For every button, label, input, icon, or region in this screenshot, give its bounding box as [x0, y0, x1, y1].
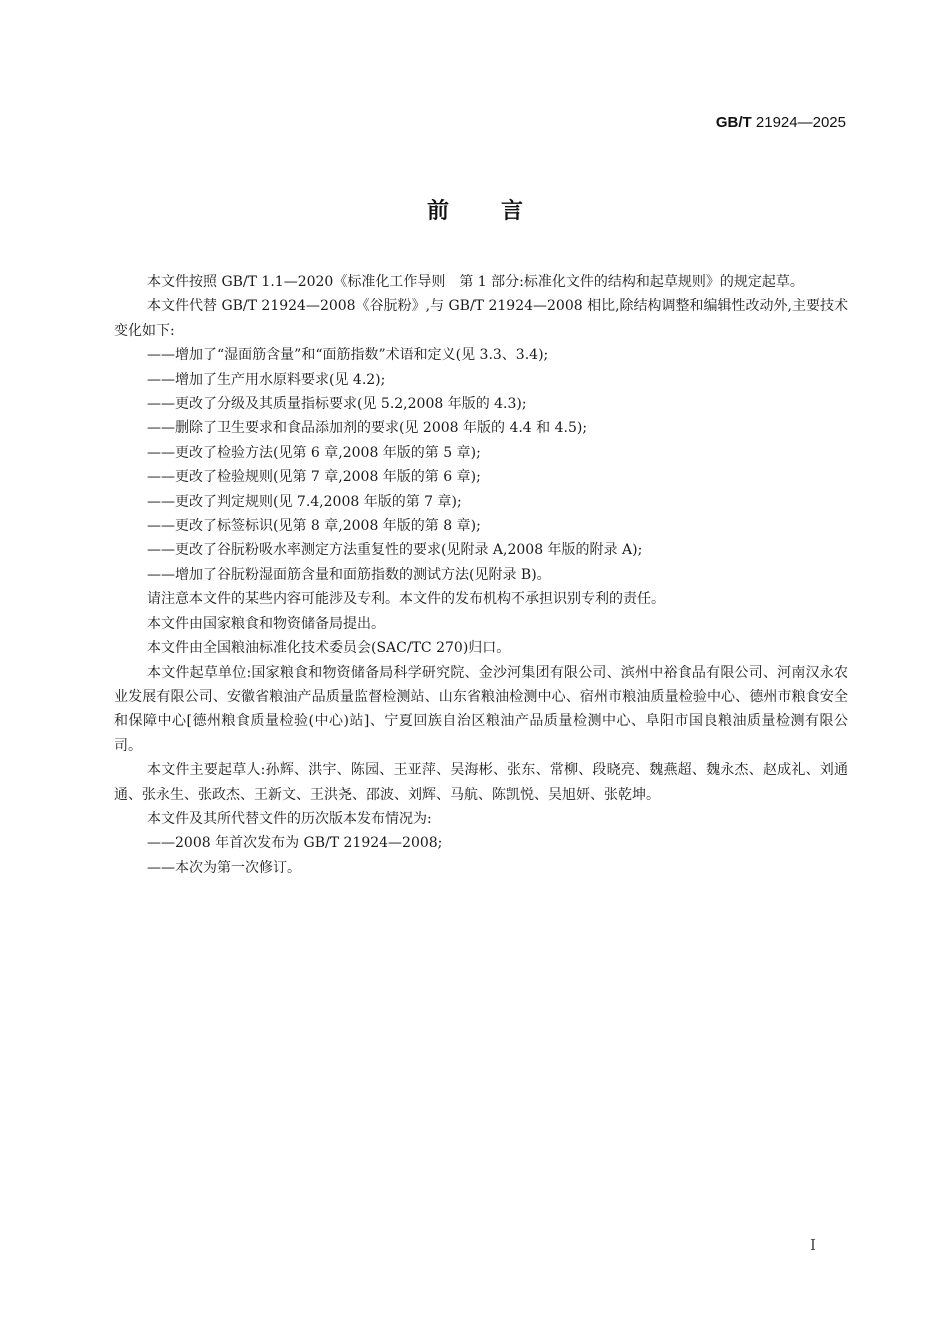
version-history-item: ——本次为第一次修订。	[147, 859, 301, 876]
paragraph-drafters: 本文件主要起草人:孙辉、洪宇、陈园、王亚萍、吴海彬、张东、常柳、段晓亮、魏燕超、魏永杰、赵成礼、刘通通、张永生、张政杰、王新文、王洪尧、邵波、刘辉、马航、陈凯悦、吴旭妍、张乾坤。	[114, 762, 848, 803]
change-item: ——增加了生产用水原料要求(见 4.2);	[147, 371, 386, 388]
page-title: 前言	[426, 199, 575, 224]
change-item: ——更改了检验规则(见第 7 章,2008 年版的第 6 章);	[147, 469, 481, 486]
change-item: ——删除了卫生要求和食品添加剂的要求(见 2008 年版的 4.4 和 4.5);	[147, 420, 588, 437]
change-item: ——更改了谷朊粉吸水率测定方法重复性的要求(见附录 A,2008 年版的附录 A);	[147, 542, 643, 559]
paragraph-version-history: 本文件及其所代替文件的历次版本发布情况为:	[147, 810, 432, 827]
standard-number: 21924—2025	[755, 114, 846, 131]
paragraph-proposer: 本文件由国家粮食和物资储备局提出。	[147, 615, 385, 632]
change-item: ——更改了标签标识(见第 8 章,2008 年版的第 8 章);	[147, 518, 481, 535]
change-item: ——增加了谷朊粉湿面筋含量和面筋指数的测试方法(见附录 B)。	[147, 566, 551, 583]
paragraph-drafting-rules: 本文件按照 GB/T 1.1—2020《标准化工作导则 第 1 部分:标准化文件的结构和起草规则》的规定起草。	[147, 274, 804, 290]
paragraph-committee: 本文件由全国粮油标准化技术委员会(SAC/TC 270)归口。	[147, 640, 511, 657]
change-item: ——更改了判定规则(见 7.4,2008 年版的第 7 章);	[147, 493, 462, 510]
standard-prefix: GB/T	[715, 114, 752, 131]
change-item: ——更改了分级及其质量指标要求(见 5.2,2008 年版的 4.3);	[147, 396, 527, 413]
document-body	[114, 270, 848, 880]
page-number: I	[810, 1236, 816, 1254]
paragraph-drafting-units: 本文件起草单位:国家粮食和物资储备局科学研究院、金沙河集团有限公司、滨州中裕食品有限公司、河南汉永农业发展有限公司、安徽省粮油产品质量监督检测站、山东省粮油检测中心、宿州市粮油质量检验中心、德州市粮食安全和保障中心[德州粮食质量检验(中心)站]、宁夏回族自治区粮油产品质量检测中心、阜阳市国良粮油质量检测有限公司。	[114, 664, 848, 754]
change-item: ——增加了“湿面筋含量”和“面筋指数”术语和定义(见 3.3、3.4);	[147, 347, 549, 364]
version-history-item: ——2008 年首次发布为 GB/T 21924—2008;	[147, 835, 443, 852]
change-item: ——更改了检验方法(见第 6 章,2008 年版的第 5 章);	[147, 444, 481, 461]
paragraph-replaces: 本文件代替 GB/T 21924—2008《谷朊粉》,与 GB/T 21924—2008 相比,除结构调整和编辑性改动外,主要技术变化如下:	[114, 298, 848, 339]
standard-code	[716, 114, 846, 131]
paragraph-patent-notice: 请注意本文件的某些内容可能涉及专利。本文件的发布机构不承担识别专利的责任。	[147, 591, 665, 608]
